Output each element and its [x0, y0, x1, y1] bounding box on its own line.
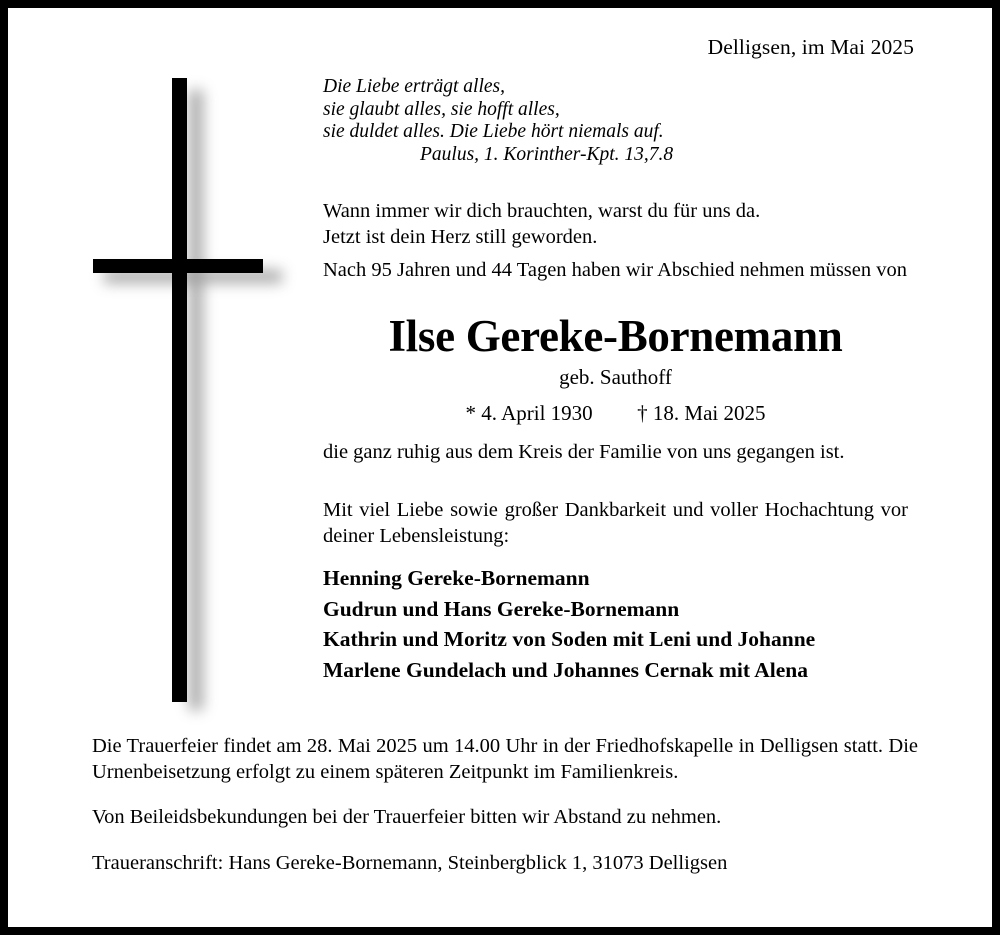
life-dates	[323, 400, 908, 426]
spacer	[323, 426, 908, 440]
verse-line-1: Die Liebe erträgt alles,	[323, 76, 505, 97]
list-item: Henning Gereke-Bornemann	[323, 566, 590, 590]
condolences-note: Von Beileidsbekundungen bei der Trauerfeier bitten wir Abstand zu nehmen.	[92, 806, 722, 828]
spacer	[92, 831, 918, 851]
service-details: Die Trauerfeier findet am 28. Mai 2025 um 14.00 Uhr in der Friedhofskapelle in Delligsen statt. Die Urnenbeisetzung erfolgt zu einem späteren Zeitpunkt im Familienkreis.	[92, 735, 918, 783]
verse-block	[323, 76, 908, 166]
cross-vertical-shadow	[189, 90, 203, 710]
funeral-details-block	[92, 734, 918, 876]
notice-inner-area	[8, 8, 992, 927]
dateline: Delligsen, im Mai 2025	[707, 35, 914, 59]
deceased-name: Ilse Gereke-Bornemann	[388, 310, 843, 361]
list-item: Marlene Gundelach und Johannes Cernak mit Alena	[323, 657, 808, 682]
verse-line-2: sie glaubt alles, sie hofft alles,	[323, 98, 560, 120]
cross-horizontal-bar-right	[187, 259, 263, 273]
gratitude-text: Mit viel Liebe sowie großer Dankbarkeit und voller Hochachtung vor deiner Lebensleistung:	[323, 499, 908, 547]
announcement-text: Nach 95 Jahren und 44 Tagen haben wir Abschied nehmen müssen von	[323, 259, 908, 281]
verse-line-3: sie duldet alles. Die Liebe hört niemals auf.	[323, 121, 664, 142]
birth-date: * 4. April 1930	[465, 400, 593, 425]
passing-note: die ganz ruhig aus dem Kreis der Familie von uns gegangen ist.	[323, 440, 845, 463]
spacer	[323, 250, 908, 258]
spacer	[323, 166, 908, 199]
cross-horizontal-shadow	[104, 270, 282, 283]
cross-horizontal-bar-left	[93, 259, 172, 273]
tribute-line-2: Jetzt ist dein Herz still geworden.	[323, 225, 598, 248]
death-date: † 18. Mai 2025	[637, 400, 766, 425]
cross-vertical-bar	[172, 78, 187, 702]
list-item: Gudrun und Hans Gereke-Bornemann	[323, 596, 680, 621]
survivors-list	[323, 563, 908, 685]
tribute-line-1: Wann immer wir dich brauchten, warst du für uns da.	[323, 200, 761, 222]
list-item: Kathrin und Moritz von Soden mit Leni und Johanne	[323, 627, 816, 651]
spacer	[92, 785, 918, 805]
cross-icon	[8, 8, 318, 708]
main-text-column	[323, 76, 908, 685]
mourning-address: Traueranschrift: Hans Gereke-Bornemann, Steinbergblick 1, 31073 Delligsen	[92, 851, 728, 874]
deceased-maiden-name: geb. Sauthoff	[559, 364, 672, 389]
spacer	[323, 465, 908, 498]
verse-attribution: Paulus, 1. Korinther-Kpt. 13,7.8	[420, 143, 674, 165]
